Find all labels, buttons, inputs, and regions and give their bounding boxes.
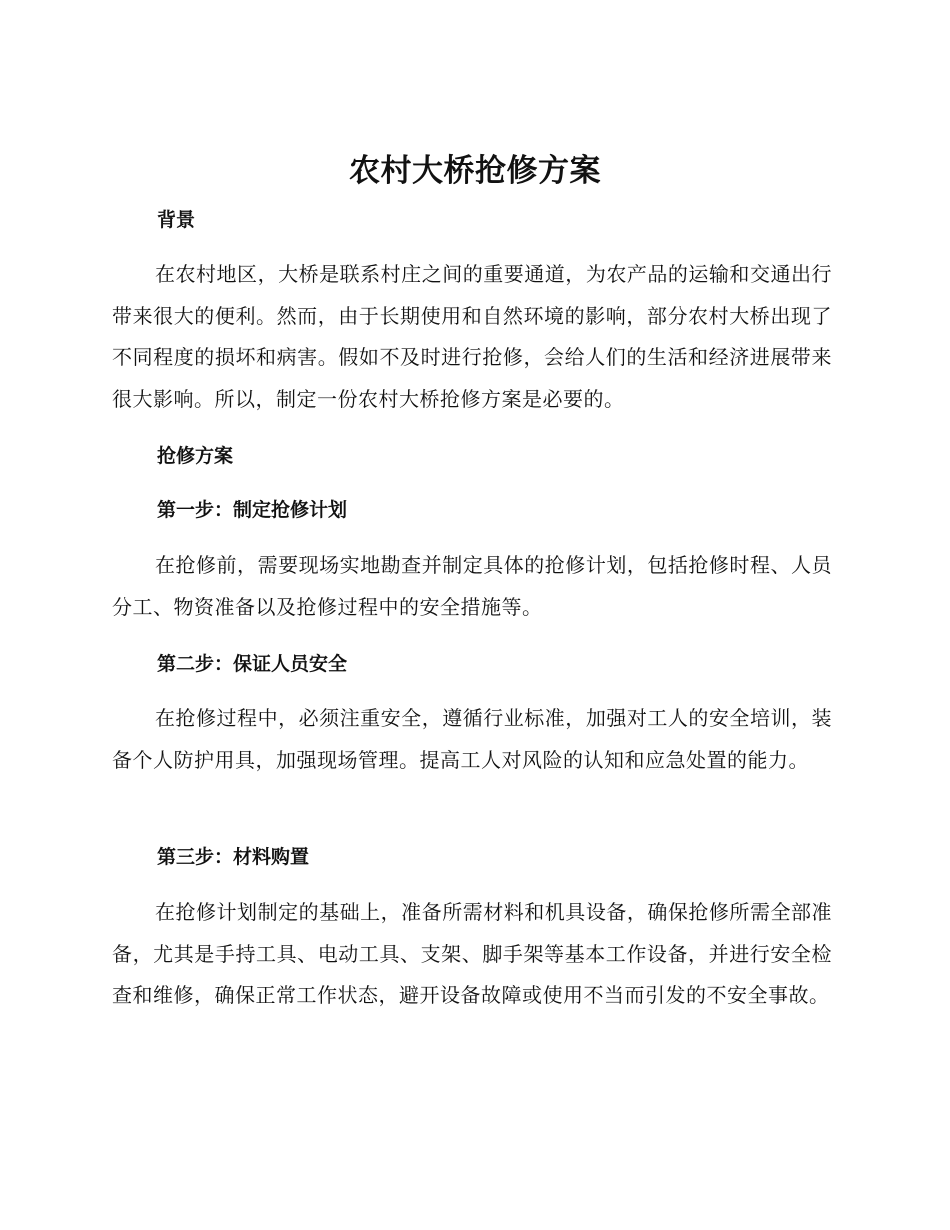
- step-3-heading: 第三步：材料购置: [157, 846, 310, 868]
- step-1-heading: 第一步：制定抢修计划: [157, 499, 348, 521]
- plan-heading: 抢修方案: [157, 445, 234, 467]
- document-title: 农村大桥抢修方案: [349, 153, 601, 189]
- step-2-heading: 第二步：保证人员安全: [157, 653, 348, 675]
- step-3-paragraph: 在抢修计划制定的基础上，准备所需材料和机具设备，确保抢修所需全部准备，尤其是手持工具、电动工具、支架、脚手架等基本工作设备，并进行安全检查和维修，确保正常工作状态，避开设备故障或使用不当而引发的不安全事故。: [112, 900, 832, 1007]
- step-1-paragraph: 在抢修前，需要现场实地勘查并制定具体的抢修计划，包括抢修时程、人员分工、物资准备以及抢修过程中的安全措施等。: [112, 553, 832, 619]
- background-heading: 背景: [157, 209, 196, 231]
- background-paragraph: 在农村地区，大桥是联系村庄之间的重要通道，为农产品的运输和交通出行带来很大的便利。然而，由于长期使用和自然环境的影响，部分农村大桥出现了不同程度的损坏和病害。假如不及时进行抢修，会给人们的生活和经济进展带来很大影响。所以，制定一份农村大桥抢修方案是必要的。: [112, 262, 832, 411]
- step-2-paragraph: 在抢修过程中，必须注重安全，遵循行业标准，加强对工人的安全培训，装备个人防护用具，加强现场管理。提高工人对风险的认知和应急处置的能力。: [112, 706, 832, 772]
